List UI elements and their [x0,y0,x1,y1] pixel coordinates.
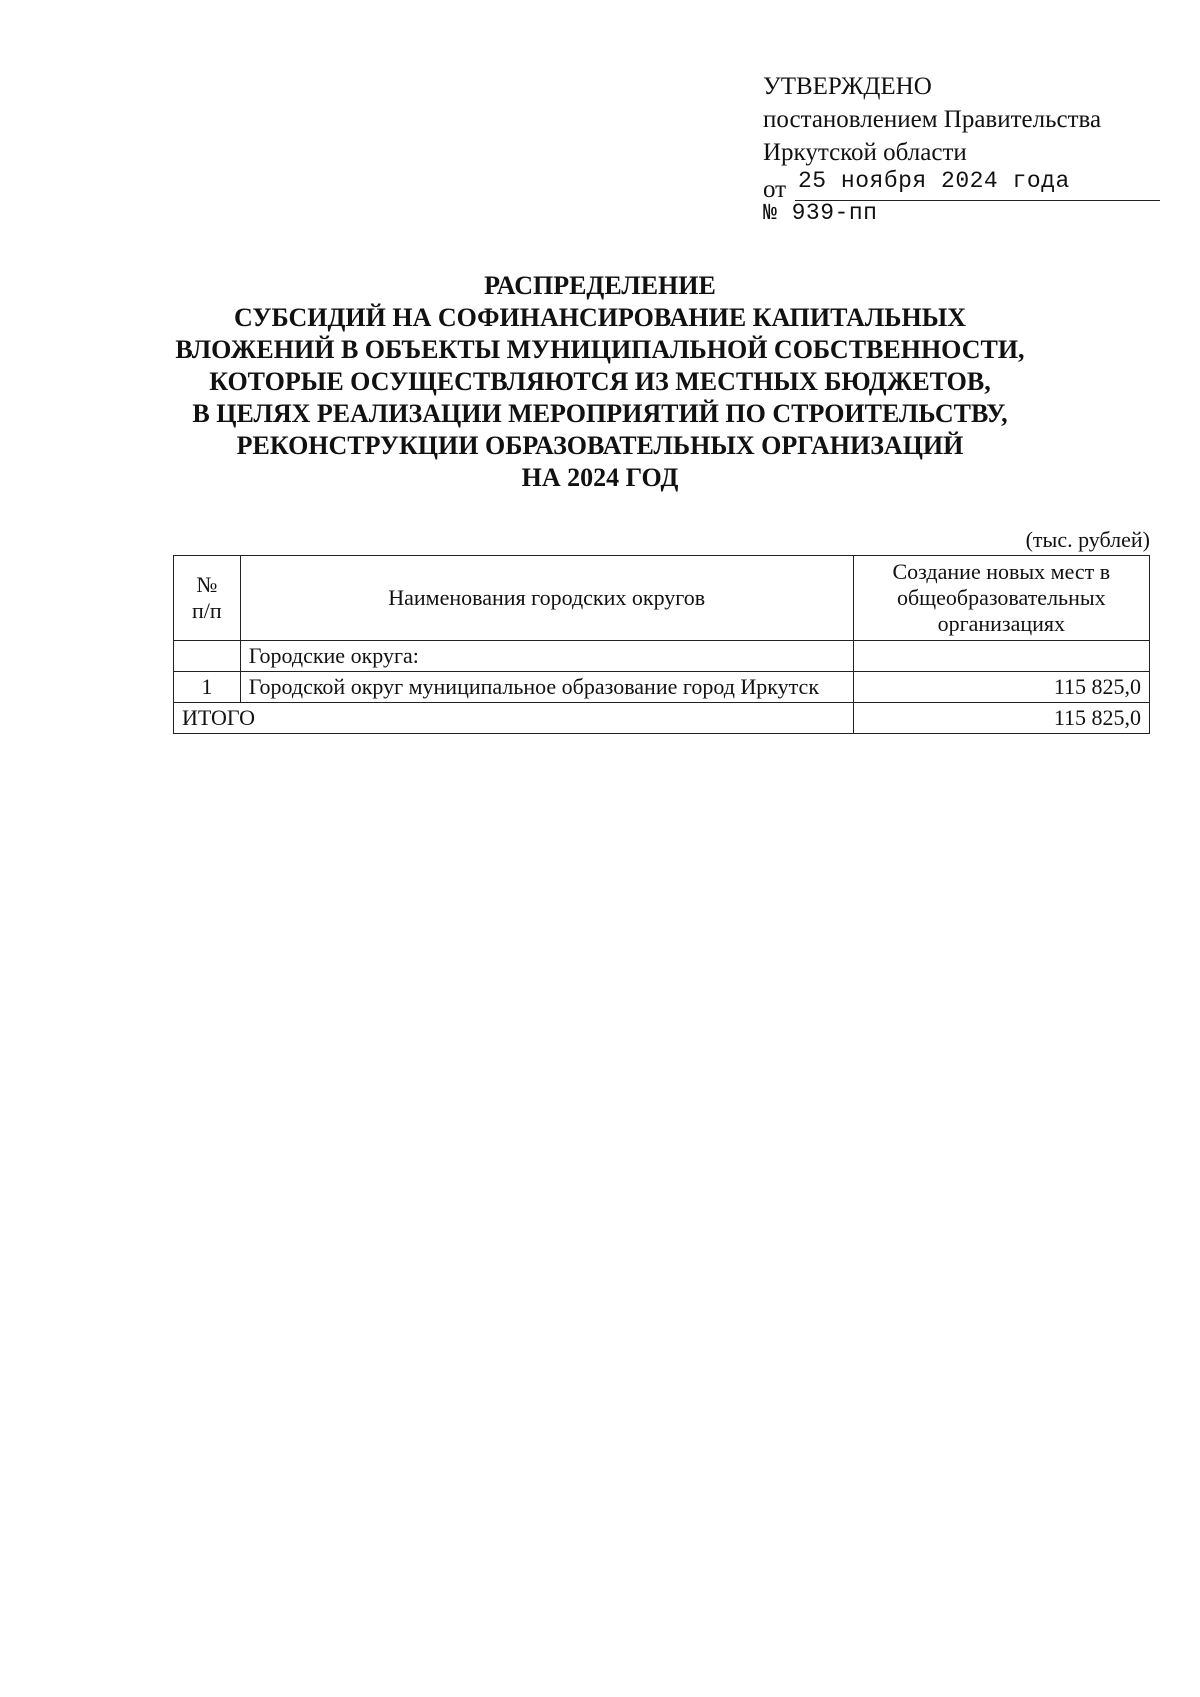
title-line: ВЛОЖЕНИЙ В ОБЪЕКТЫ МУНИЦИПАЛЬНОЙ СОБСТВЕННОСТИ, [175,335,1025,364]
table-header-row [174,556,1150,641]
total-value: 115 825,0 [853,703,1149,734]
approval-authority: постановлением Правительства [763,106,1102,133]
title-line: СУБСИДИЙ НА СОФИНАНСИРОВАНИЕ КАПИТАЛЬНЫХ [233,303,967,332]
approval-stamp [763,70,1163,227]
units-label: (тыс. рублей) [1025,527,1150,552]
table-total-row [174,703,1150,734]
header-number-symbol: № [196,572,218,597]
header-value: Создание новых мест в общеобразовательных организациях [853,556,1149,641]
title-line: В ЦЕЛЯХ РЕАЛИЗАЦИИ МЕРОПРИЯТИЙ ПО СТРОИТЕЛЬСТВУ, [192,399,1008,428]
document-title [130,270,1070,494]
header-number [174,556,241,641]
header-name: Наименования городских округов [240,556,853,641]
approval-date-prefix: от [763,176,787,203]
approval-number: № 939-пп [763,200,878,226]
title-line: РЕКОНСТРУКЦИИ ОБРАЗОВАТЕЛЬНЫХ ОРГАНИЗАЦИЙ [236,431,964,460]
approval-number-line [763,201,1163,227]
title-line: КОТОРЫЕ ОСУЩЕСТВЛЯЮТСЯ ИЗ МЕСТНЫХ БЮДЖЕТОВ, [209,367,991,396]
row-name: Городской округ муниципальное образование город Иркутск [240,672,853,703]
table-section-row [174,641,1150,672]
title-line: НА 2024 ГОД [521,463,679,492]
approval-region: Иркутской области [763,139,967,166]
section-value-cell [853,641,1149,672]
row-value: 115 825,0 [853,672,1149,703]
table-row [174,672,1150,703]
header-number-abbr: п/п [192,598,222,623]
section-label: Городские округа: [240,641,853,672]
total-label: ИТОГО [174,703,854,734]
approval-heading: УТВЕРЖДЕНО [763,73,932,100]
approval-date: 25 ноября 2024 года [798,168,1070,194]
distribution-table [173,555,1150,734]
row-number: 1 [174,672,241,703]
section-num-cell [174,641,241,672]
title-line: РАСПРЕДЕЛЕНИЕ [484,271,716,300]
